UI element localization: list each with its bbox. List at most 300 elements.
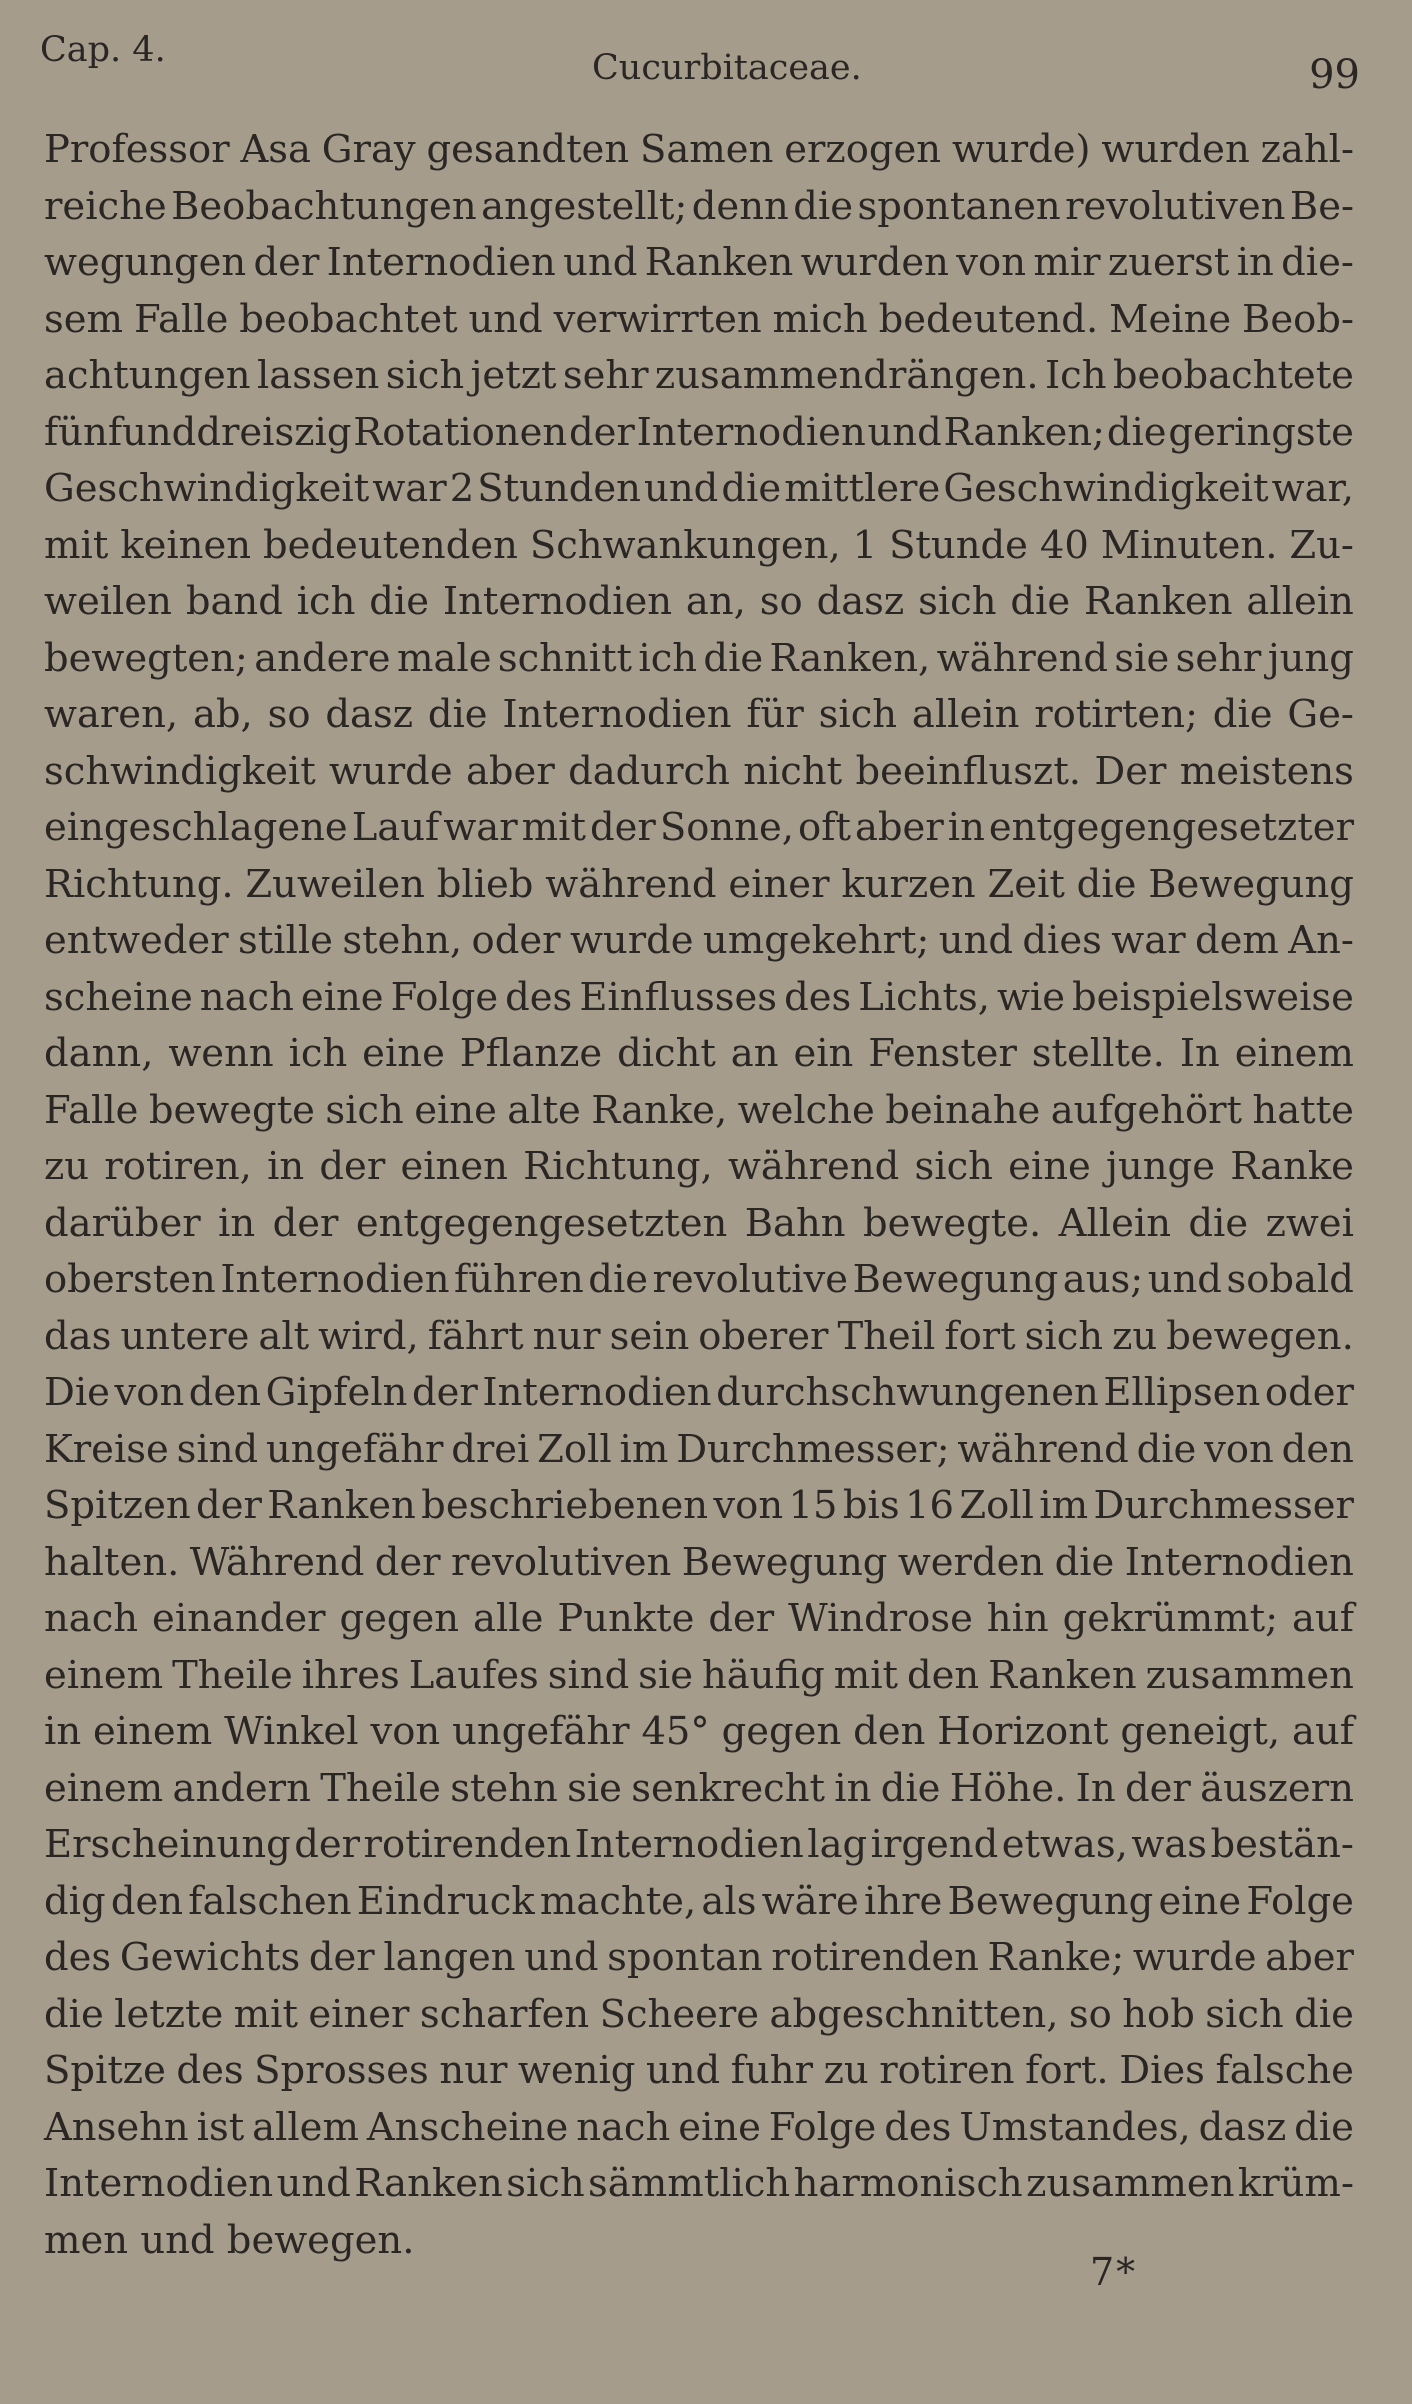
word: langen <box>383 1935 516 1980</box>
word: Bahn <box>744 1200 846 1246</box>
word: Winkel <box>224 1709 359 1754</box>
word: in <box>267 1144 305 1189</box>
word: ungefähr <box>265 1426 444 1472</box>
word: 2 <box>449 466 475 511</box>
word: Ranken <box>988 1652 1137 1698</box>
word: Durchmesser <box>1093 1483 1354 1528</box>
word: scharfen <box>419 1991 590 2037</box>
word: wegungen <box>44 240 247 285</box>
word: die <box>369 579 429 624</box>
word: Geschwindigkeit <box>943 466 1269 511</box>
chapter-label: Cap. 4. <box>40 30 166 70</box>
word: und <box>1147 1257 1222 1302</box>
word: und <box>563 240 638 285</box>
word: sehr <box>1175 635 1262 681</box>
word: beobachtete <box>1112 353 1354 398</box>
word: Internodien <box>502 692 732 737</box>
word: Erscheinung <box>44 1822 291 1867</box>
word: Ranke <box>1230 1144 1354 1189</box>
word: Ranken <box>267 1483 416 1528</box>
word: wurde <box>329 748 453 794</box>
word: In <box>1179 1031 1220 1076</box>
word: waren, <box>44 692 179 737</box>
word: Beob- <box>1242 296 1354 342</box>
word: fährt <box>427 1313 524 1359</box>
word: im <box>1039 1483 1089 1528</box>
word: sich <box>818 692 898 737</box>
word: der <box>1124 1765 1191 1811</box>
word: und <box>645 2048 721 2093</box>
word: An- <box>1288 918 1354 963</box>
word: nur <box>532 1313 601 1359</box>
word: Eindruck <box>356 1878 535 1924</box>
word: darüber <box>44 1200 201 1246</box>
word: von <box>713 1483 784 1528</box>
word: der <box>196 1483 262 1528</box>
word: nach <box>576 2104 671 2150</box>
text-line <box>44 1365 1354 1422</box>
word: Bewegung <box>852 1257 1059 1302</box>
word: male <box>396 635 492 681</box>
word: fort. <box>1025 2048 1109 2093</box>
word: entgegengesetzten <box>355 1200 728 1246</box>
word: Internodien <box>574 1822 804 1867</box>
word: bedeutenden <box>262 522 518 568</box>
text-line <box>44 1987 1354 2044</box>
word: Internodien <box>44 2161 274 2206</box>
word: dicht <box>617 1031 716 1076</box>
word: eine <box>1008 1144 1091 1189</box>
word: und <box>644 466 719 511</box>
word: Internodien <box>220 1257 450 1302</box>
word: und <box>938 918 1014 963</box>
text-line <box>44 1535 1354 1592</box>
text-line <box>44 631 1354 688</box>
word: Der <box>1094 748 1167 794</box>
word: jung <box>1267 635 1354 681</box>
word: in <box>834 1765 872 1811</box>
word: dadurch <box>568 748 730 794</box>
word: halten. <box>44 1539 180 1585</box>
text-line <box>44 970 1354 1027</box>
word: den <box>110 1878 184 1924</box>
word: meistens <box>1179 748 1354 794</box>
word: aber <box>1265 1935 1354 1980</box>
text-line <box>44 1026 1354 1083</box>
word: obersten <box>44 1257 216 1302</box>
word: bis <box>842 1483 900 1528</box>
word: Theile <box>320 1765 441 1811</box>
word: sehr <box>562 353 649 398</box>
word: Laufes <box>408 1652 539 1698</box>
word: Ranke; <box>987 1935 1125 1980</box>
word: fuhr <box>730 2048 814 2093</box>
word: nur <box>439 2048 508 2093</box>
word: der <box>294 1822 361 1867</box>
word: was <box>1131 1822 1208 1867</box>
word: oft <box>798 805 851 850</box>
text-line <box>44 913 1354 970</box>
word: bedeutend. <box>878 296 1099 342</box>
word: der <box>708 1596 775 1641</box>
word: oder <box>1264 1370 1354 1415</box>
word: Asa <box>240 127 311 172</box>
word: bewegen. <box>1166 1313 1354 1359</box>
word: Zoll <box>537 1426 612 1472</box>
word: häufig <box>701 1652 825 1698</box>
word: wenn <box>168 1031 274 1076</box>
text-line <box>44 1422 1354 1479</box>
word: durchschwungenen <box>716 1370 1099 1415</box>
word: als <box>701 1878 757 1924</box>
word: dasz <box>816 579 905 624</box>
word: fünfunddreiszig <box>44 409 352 455</box>
word: wird, <box>318 1313 419 1359</box>
text-line <box>44 461 1354 518</box>
word: drei <box>451 1426 530 1472</box>
word: so <box>267 692 311 737</box>
word: wurde) <box>951 127 1091 172</box>
page-number: 99 <box>1309 52 1360 98</box>
word: äuszern <box>1200 1765 1354 1811</box>
word: stille <box>238 918 333 963</box>
word: 45° <box>641 1709 710 1754</box>
word: reiche <box>44 183 167 229</box>
text-line <box>44 1478 1354 1535</box>
word: erzogen <box>784 127 942 172</box>
word: gegen <box>339 1596 460 1641</box>
word: der <box>308 1935 375 1980</box>
word: stehn <box>450 1765 558 1811</box>
word: 16 <box>904 1483 954 1528</box>
word: hin <box>986 1596 1049 1641</box>
word: zuerst <box>1107 240 1230 285</box>
word: Zuweilen <box>245 861 425 907</box>
word: bewegte. <box>862 1200 1042 1246</box>
word: in <box>218 1200 256 1246</box>
word: die <box>1212 692 1273 737</box>
word: des <box>884 2104 952 2150</box>
word: Fenster <box>868 1031 1017 1076</box>
word: die <box>44 1991 104 2037</box>
text-line <box>44 1817 1354 1874</box>
word: welche <box>737 1087 875 1133</box>
word: aber <box>465 748 555 794</box>
word: aufgehört <box>1050 1087 1242 1133</box>
word: einem <box>93 1709 213 1754</box>
word: des <box>176 2048 244 2093</box>
word: achtungen <box>44 353 251 398</box>
word: die <box>1294 2104 1354 2150</box>
word: beinahe <box>885 1087 1041 1133</box>
word: Internodien <box>636 409 866 455</box>
word: die <box>588 1257 649 1302</box>
word: 40 <box>1039 522 1089 568</box>
word: Geschwindigkeit <box>44 466 370 511</box>
word: den <box>853 1709 926 1754</box>
word: von <box>370 1709 441 1754</box>
word: Falle <box>44 1087 139 1133</box>
text-line <box>44 348 1354 405</box>
text-line <box>44 744 1354 801</box>
word: Zu- <box>1289 522 1354 568</box>
word: lassen <box>256 353 380 398</box>
word: wurden <box>800 240 949 285</box>
word: spontanen <box>857 183 1061 229</box>
text-line <box>44 1252 1354 1309</box>
word: Folge <box>768 2104 877 2150</box>
word: verwirrten <box>553 296 762 342</box>
word: revolutiven <box>1065 183 1286 229</box>
word: etwas, <box>1001 1822 1128 1867</box>
word: wie <box>996 974 1066 1020</box>
word: eine <box>300 974 384 1020</box>
word: Bewegung <box>947 1878 1154 1924</box>
word: auf <box>1292 1709 1354 1754</box>
word: mit <box>833 1652 899 1698</box>
word: harmonisch <box>793 2161 1023 2206</box>
word: Zoll <box>959 1483 1034 1528</box>
word: Gray <box>321 127 416 172</box>
word: denn <box>691 183 789 229</box>
word: Ranke, <box>591 1087 728 1133</box>
word: hatte <box>1252 1087 1354 1133</box>
word: rotirenden <box>363 1822 572 1867</box>
word: bewegte <box>148 1087 315 1133</box>
word: Bewegung <box>1148 861 1354 907</box>
word: und <box>276 2161 351 2206</box>
word: Beobachtungen <box>171 183 477 229</box>
word: geneigt, <box>1120 1709 1281 1754</box>
word: band <box>185 579 283 624</box>
word: Rotationen <box>353 409 568 455</box>
word: während <box>957 1426 1129 1472</box>
word: Gewichts <box>119 1935 301 1980</box>
word: die <box>1136 1426 1197 1472</box>
word: Theile <box>172 1652 293 1698</box>
word: der <box>374 1539 441 1585</box>
word: schnitt <box>497 635 633 681</box>
word: Stunde <box>889 522 1028 568</box>
text-line <box>44 1309 1354 1366</box>
word: umgekehrt; <box>702 918 930 963</box>
word: in <box>947 805 985 850</box>
word: ungefähr <box>452 1709 630 1754</box>
word: des <box>44 1935 112 1980</box>
word: 15 <box>788 1483 838 1528</box>
word: gegen <box>721 1709 842 1754</box>
text-line <box>44 2043 1354 2100</box>
word: Spitzen <box>44 1483 191 1528</box>
word: nach <box>199 974 294 1020</box>
word: einem <box>44 1652 164 1698</box>
word: krüm- <box>1237 2161 1354 2206</box>
word: zu <box>1112 1313 1158 1359</box>
word: führen <box>453 1257 584 1302</box>
word: mit <box>44 522 109 568</box>
word: Spitze <box>44 2048 166 2093</box>
word: ist <box>196 2104 245 2150</box>
word: die <box>703 635 764 681</box>
word: falsche <box>1215 2048 1354 2093</box>
word: Anscheine <box>366 2104 569 2150</box>
word: in <box>1236 240 1274 285</box>
word: wäre <box>761 1878 859 1924</box>
word: zusammen <box>1026 2161 1235 2206</box>
text-line <box>44 405 1354 462</box>
word: der <box>568 409 635 455</box>
word: alt <box>258 1313 310 1359</box>
word: gekrümmt; <box>1062 1596 1279 1641</box>
text-line: men und bewegen. <box>44 2217 415 2263</box>
word: Ich <box>1044 353 1107 398</box>
word: beobachtet <box>239 296 458 342</box>
word: eine <box>414 1087 497 1133</box>
word: letzte <box>114 1991 224 2037</box>
word: eine <box>362 1031 445 1076</box>
word: einen <box>400 1144 508 1189</box>
word: die- <box>1281 240 1354 285</box>
word: die <box>1294 1991 1354 2037</box>
word: ab, <box>192 692 253 737</box>
word: fort <box>944 1313 1016 1359</box>
word: hob <box>1122 1991 1195 2037</box>
word: die <box>1076 861 1137 907</box>
word: sind <box>547 1652 630 1698</box>
text-line <box>44 687 1354 744</box>
word: stehn, <box>342 918 463 963</box>
word: der <box>589 805 656 850</box>
word: alte <box>507 1087 581 1133</box>
word: die <box>880 1765 941 1811</box>
text-line <box>44 235 1354 292</box>
word: schwindigkeit <box>44 748 316 794</box>
word: angestellt; <box>481 183 688 229</box>
word: bestän- <box>1210 1822 1354 1867</box>
word: dann, <box>44 1031 154 1076</box>
word: ein <box>793 1031 854 1076</box>
word: zahl- <box>1260 127 1354 172</box>
word: Ge- <box>1287 692 1354 737</box>
word: allein <box>1246 579 1354 624</box>
word: Einflusses <box>579 974 778 1020</box>
word: einem <box>44 1765 164 1811</box>
word: und <box>524 1935 599 1980</box>
word: Ansehn <box>44 2104 189 2150</box>
text-line <box>44 2100 1354 2157</box>
word: wurde <box>1132 1935 1257 1980</box>
word: Be- <box>1289 183 1354 229</box>
word: falschen <box>188 1878 352 1924</box>
word: sämmtlich <box>588 2161 791 2206</box>
word: die <box>1188 1200 1249 1246</box>
text-line <box>44 800 1354 857</box>
word: des <box>505 974 573 1020</box>
word: Punkte <box>557 1596 695 1641</box>
word: alle <box>473 1596 544 1641</box>
word: die <box>427 692 488 737</box>
word: Lauf <box>351 805 440 850</box>
word: Bewegung <box>681 1539 888 1585</box>
word: Lichts, <box>858 974 990 1020</box>
word: Internodien <box>442 579 673 624</box>
word: rotirten; <box>1034 692 1198 737</box>
text-line <box>44 2156 1354 2213</box>
word: war <box>443 805 518 850</box>
word: Ranken <box>1083 579 1233 624</box>
word: ihre <box>864 1878 943 1924</box>
word: keinen <box>120 522 252 568</box>
word: eine <box>678 2104 761 2150</box>
word: und <box>468 296 543 342</box>
page-header <box>40 30 1360 100</box>
word: sie <box>638 1652 694 1698</box>
word: entweder <box>44 918 229 963</box>
text-line <box>44 1930 1354 1987</box>
word: die <box>1010 579 1071 624</box>
word: in <box>44 1709 82 1754</box>
word: mittlere <box>784 466 941 511</box>
word: an <box>730 1031 779 1076</box>
word: spontan <box>607 1935 763 1980</box>
text-line <box>44 518 1354 575</box>
word: sein <box>609 1313 690 1359</box>
word: Scheere <box>599 1991 760 2037</box>
word: weilen <box>44 579 172 624</box>
word: revolutive <box>652 1257 849 1302</box>
word: wurden <box>1101 127 1250 172</box>
word: Dies <box>1119 2048 1205 2093</box>
word: lag <box>807 1822 868 1867</box>
word: zusammendrängen. <box>654 353 1039 398</box>
word: Internodien <box>482 1370 712 1415</box>
signature-mark: 7* <box>1090 2250 1138 2294</box>
word: Sonne, <box>659 805 794 850</box>
word: stellte. <box>1031 1031 1165 1076</box>
word: die <box>721 466 782 511</box>
word: von <box>114 1370 185 1415</box>
word: allein <box>911 692 1020 737</box>
word: Kreise <box>44 1426 169 1472</box>
word: allem <box>252 2104 359 2150</box>
word: abgeschnitten, <box>769 1991 1059 2037</box>
word: Allein <box>1058 1200 1171 1246</box>
word: an, <box>685 579 746 624</box>
word: während <box>936 635 1109 681</box>
word: ich <box>288 1031 348 1076</box>
word: das <box>44 1313 112 1359</box>
word: Höhe. <box>949 1765 1067 1811</box>
text-line <box>44 1761 1354 1818</box>
word: rotiren, <box>104 1144 252 1189</box>
text-line <box>44 1083 1354 1140</box>
word: einer <box>308 1991 410 2037</box>
word: zwei <box>1265 1200 1354 1246</box>
word: Richtung, <box>523 1144 713 1189</box>
word: untere <box>120 1313 250 1359</box>
word: ich <box>638 635 698 681</box>
word: Während <box>189 1539 365 1585</box>
word: In <box>1075 1765 1116 1811</box>
word: blieb <box>436 861 534 907</box>
text-line <box>44 1139 1354 1196</box>
word: sich <box>918 579 997 624</box>
word: wurde <box>569 918 694 963</box>
word: wenig <box>517 2048 636 2093</box>
running-title: Cucurbitaceae. <box>592 48 862 88</box>
word: der <box>319 1144 386 1189</box>
word: den <box>188 1370 262 1415</box>
